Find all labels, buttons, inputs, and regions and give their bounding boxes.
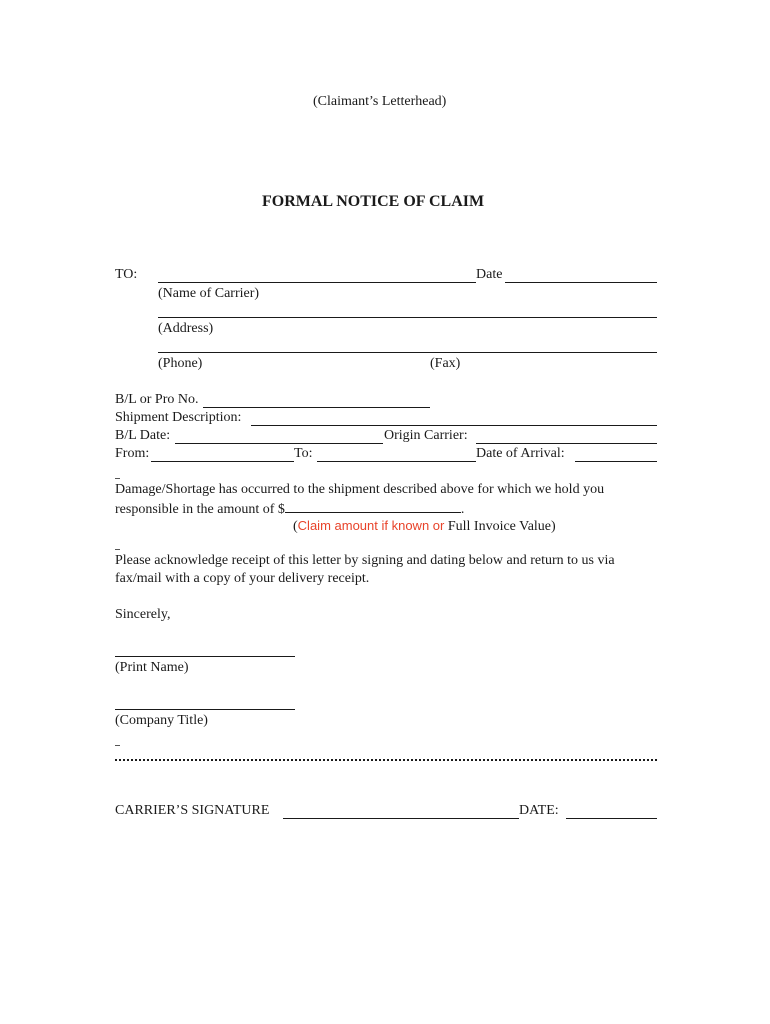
claim-amount-note — [293, 517, 556, 536]
bl-pro-line[interactable] — [203, 407, 430, 408]
full-invoice-value-note: Full Invoice Value) — [444, 519, 556, 534]
to-label: TO: — [115, 267, 138, 282]
fax-label: (Fax) — [430, 356, 461, 371]
claim-note-paren: ( — [293, 519, 298, 534]
carrier-name-line[interactable] — [158, 282, 476, 283]
bl-date-label: B/L Date: — [115, 428, 171, 443]
from-line[interactable] — [151, 461, 294, 462]
bl-date-line[interactable] — [175, 443, 383, 444]
print-name-line[interactable] — [115, 656, 295, 657]
phone-fax-line[interactable] — [158, 352, 657, 353]
claim-amount-if-known: Claim amount if known or — [297, 518, 445, 533]
bl-pro-label: B/L or Pro No. — [115, 392, 199, 407]
acknowledge-text-line2: fax/mail with a copy of your delivery receipt. — [115, 571, 370, 586]
date-line[interactable] — [505, 282, 657, 283]
company-title-line[interactable] — [115, 709, 295, 710]
carrier-date-label: DATE: — [519, 803, 559, 818]
name-of-carrier-label: (Name of Carrier) — [158, 286, 260, 301]
shipment-description-label: Shipment Description: — [115, 410, 242, 425]
address-line[interactable] — [158, 317, 657, 318]
acknowledge-text-line1: Please acknowledge receipt of this letter by signing and dating below and return to us via — [115, 553, 615, 568]
letterhead-placeholder: (Claimant’s Letterhead) — [313, 94, 447, 109]
to-field-line[interactable] — [317, 461, 476, 462]
address-label: (Address) — [158, 321, 214, 336]
damage-text-suffix: . — [460, 502, 465, 517]
damage-text-line1: Damage/Shortage has occurred to the shipment described above for which we hold you — [115, 482, 605, 497]
date-of-arrival-line[interactable] — [575, 461, 657, 462]
origin-carrier-line[interactable] — [476, 443, 657, 444]
origin-carrier-label: Origin Carrier: — [384, 428, 468, 443]
print-name-label: (Print Name) — [115, 660, 189, 675]
paragraph-mark — [115, 549, 120, 550]
dotted-separator — [115, 759, 657, 761]
carrier-signature-label: CARRIER’S SIGNATURE — [115, 803, 270, 818]
damage-text-line2 — [115, 499, 464, 519]
shipment-description-line[interactable] — [251, 425, 657, 426]
claim-amount-line[interactable] — [285, 499, 461, 513]
company-title-label: (Company Title) — [115, 713, 208, 728]
phone-label: (Phone) — [158, 356, 203, 371]
page-title: FORMAL NOTICE OF CLAIM — [262, 193, 485, 210]
carrier-date-line[interactable] — [566, 818, 657, 819]
damage-text-prefix: responsible in the amount of $ — [115, 502, 285, 517]
from-label: From: — [115, 446, 150, 461]
date-of-arrival-label: Date of Arrival: — [476, 446, 565, 461]
carrier-signature-line[interactable] — [283, 818, 519, 819]
sincerely-text: Sincerely, — [115, 607, 171, 622]
paragraph-mark — [115, 745, 120, 746]
to-field-label: To: — [294, 446, 313, 461]
paragraph-mark — [115, 478, 120, 479]
date-label: Date — [476, 267, 503, 282]
